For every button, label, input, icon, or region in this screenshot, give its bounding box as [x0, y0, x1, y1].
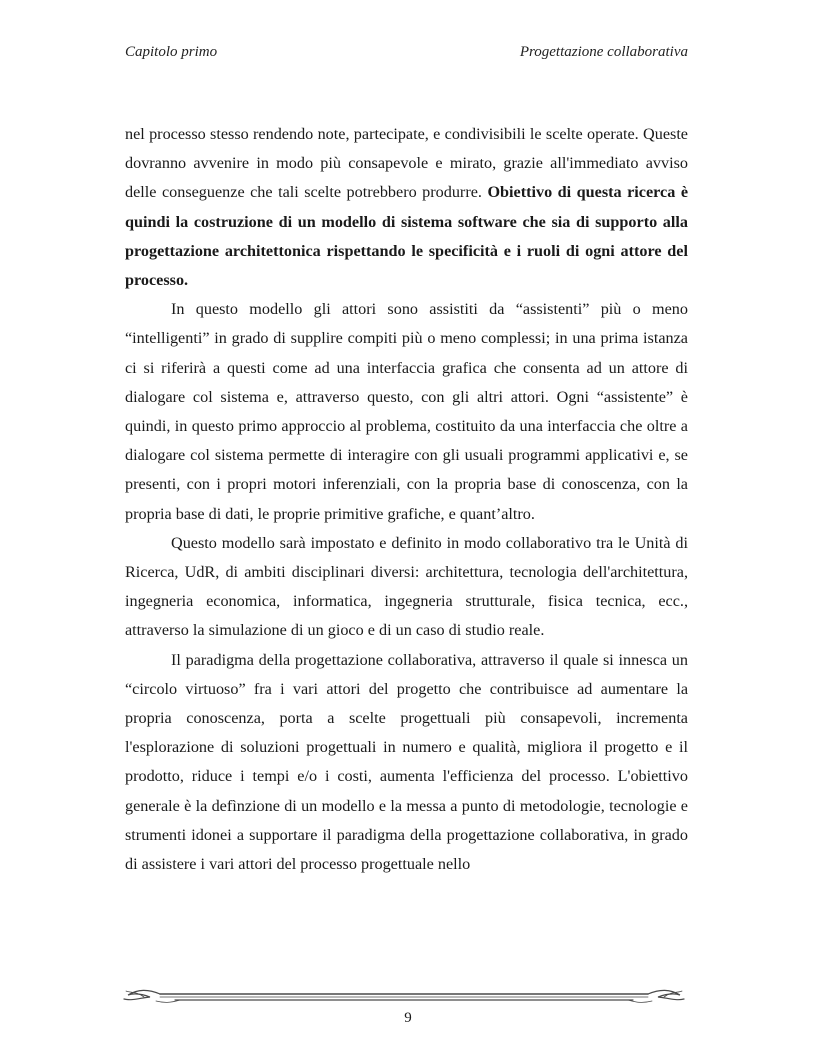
- paragraph-3: Questo modello sarà impostato e definito in modo collaborativo tra le Unità di Ricerca, UdR, di ambiti disciplinari diversi: architettura, tecnologia dell'architettura, ingegneria economica, informatica, ingegneria strutturale, fisica tecnica, ecc., attraverso la simulazione di un gioco e di un caso di studio reale.: [125, 533, 688, 640]
- paragraph-4: Il paradigma della progettazione collaborativa, attraverso il quale si innesca un “circolo virtuoso” fra i vari attori del progetto che contribuisce ad aumentare la propria conoscenza, porta a scelte progettuali più consapevoli, incrementa l'esplorazione di soluzioni progettuali in numero e qualità, migliora il progetto e il prodotto, riduce i tempi e/o i costi, aumenta l'efficienza del processo. L'obiettivo generale è la defìnzione di un modello e la messa a punto di metodologie, tecnologie e strumenti idonei a supportare il paradigma della progettazione collaborativa, in grado di assistere i vari attori del processo progettuale nello: [125, 650, 688, 874]
- running-header-section: Progettazione collaborativa: [519, 44, 688, 60]
- body-text: [125, 120, 688, 879]
- page-number: 9: [404, 1010, 412, 1026]
- paragraph-1-text: nel processo stesso rendendo note, partecipate, e condivisibili le scelte operate. Queste dovranno avvenire in modo più consapevole e mirato, grazie all'immediato avviso delle conseguenze che tali scelte potrebbero produrre.: [125, 125, 688, 202]
- paragraph-2: In questo modello gli attori sono assistiti da “assistenti” più o meno “intelligenti” in grado di supplire compiti più o meno complessi; in una prima istanza ci si riferirà a questi come ad una interfaccia grafica che consenta ad un attore di dialogare col sistema e, attraverso questo, con gli altri attori. Ogni “assistente” è quindi, in questo primo approccio al problema, costituito da una interfaccia che oltre a dialogare col sistema permette di interagire con gli usuali programmi applicativi e, se presenti, con i propri motori inferenziali, con la propria base di conoscenza, con la propria base di dati, le proprie primitive grafiche, e quant’altro.: [125, 300, 688, 523]
- running-header-chapter: Capitolo primo: [125, 44, 218, 60]
- decorative-divider-icon: [120, 985, 688, 1007]
- paragraph-1-emphasis: Obiettivo di questa ricerca è quindi la costruzione di un modello di sistema software che sia di supporto alla progettazione architettonica rispettando le specificità e i ruoli di ogni attore del processo.: [125, 183, 688, 290]
- paragraph-1: [125, 120, 688, 295]
